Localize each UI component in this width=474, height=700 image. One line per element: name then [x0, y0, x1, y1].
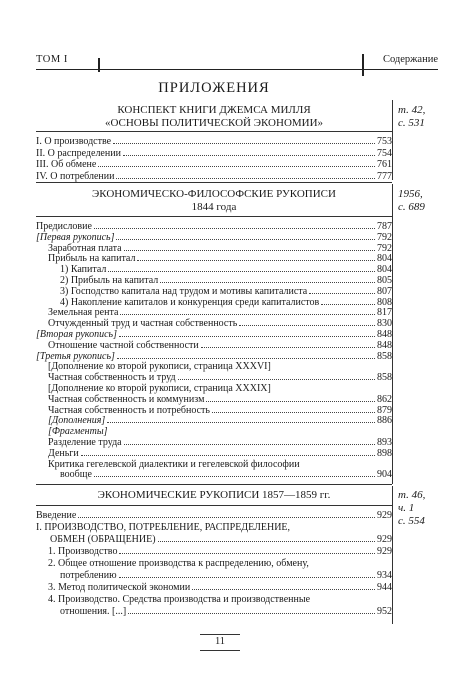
toc-entry-label: Критика гегелевской диалектики и гегелевской философии	[48, 458, 300, 470]
toc-entry-page: 753	[377, 136, 392, 147]
toc-entry-label: [Третья рукопись]	[36, 350, 115, 362]
dot-leader	[107, 422, 375, 423]
toc-entry-label: [Вторая рукопись]	[36, 329, 117, 340]
toc-entry-label: 1. Производство	[48, 546, 118, 557]
dot-leader	[124, 250, 375, 251]
toc-entry-page: 886	[377, 415, 392, 427]
toc-entry-page: 804	[377, 264, 392, 276]
toc-entry-label: 4) Накопление капиталов и конкуренция среди капиталистов	[60, 296, 320, 308]
toc-entry	[36, 159, 392, 171]
toc-entry-page: 848	[377, 329, 392, 340]
section-rule	[36, 484, 392, 485]
dot-leader	[192, 589, 375, 590]
toc-entry-page: 848	[377, 339, 392, 351]
page-number-rule	[200, 634, 240, 635]
dot-leader	[206, 401, 375, 402]
toc-entry-label: [Фрагменты]	[48, 426, 108, 438]
toc-entry-page: 944	[377, 582, 392, 593]
toc-entry-label: Предисловие	[36, 221, 92, 232]
dot-leader	[78, 517, 375, 518]
toc-entry-page: 761	[377, 159, 392, 170]
toc-entry	[36, 136, 392, 148]
toc-entry-page: 804	[377, 253, 392, 265]
toc-entry-page: 805	[377, 275, 392, 286]
toc-entry-label: Прибыль на капитал	[48, 253, 136, 265]
section-title-line: КОНСПЕКТ КНИГИ ДЖЕМСА МИЛЛЯ	[117, 104, 311, 116]
dot-leader	[117, 358, 375, 359]
toc-entry	[60, 570, 392, 582]
toc-entry-page: 862	[377, 393, 392, 405]
dot-leader	[98, 166, 375, 167]
toc-entry-page: 952	[377, 606, 392, 617]
toc-entry-page: 904	[377, 469, 392, 481]
section-title-grundrisse	[36, 489, 392, 502]
dot-leader	[120, 314, 375, 315]
header-section: Содержание	[382, 54, 438, 65]
toc-entry	[36, 148, 392, 160]
toc-entry-label: [Дополнение ко второй рукописи, страница XXXIX]	[48, 383, 271, 394]
toc-entry-label: 3) Господство капитала над трудом и мотивы капиталиста	[60, 285, 308, 297]
toc-entry-label: II. О распределении	[36, 147, 121, 159]
page-title: ПРИЛОЖЕНИЯ	[158, 80, 270, 96]
page-number: 11	[214, 636, 226, 647]
dot-leader	[119, 553, 375, 554]
toc-entry-label: Частная собственность и потребность	[48, 404, 210, 416]
section-title-line: 1844 года	[191, 201, 237, 213]
toc-entry-label: Частная собственность и коммунизм	[48, 393, 205, 405]
toc-entry-page: 787	[377, 221, 392, 232]
section-rule	[36, 216, 392, 217]
toc-entry-page: 858	[377, 372, 392, 384]
toc-entry-page: 817	[377, 307, 392, 319]
toc-entry-label: I. ПРОИЗВОДСТВО, ПОТРЕБЛЕНИЕ, РАСПРЕДЕЛЕНИЕ,	[36, 522, 291, 533]
dot-leader	[321, 304, 375, 305]
toc-entry-page: 893	[377, 437, 392, 448]
toc-entry-label: Введение	[36, 510, 77, 521]
dot-leader	[116, 239, 375, 240]
section-rule	[36, 131, 392, 132]
toc-entry-label: Земельная рента	[48, 307, 119, 319]
toc-entry-page: 807	[377, 285, 392, 297]
dot-leader	[201, 347, 375, 348]
section-rule	[36, 182, 392, 183]
side-ref-line: т. 46,	[398, 489, 426, 501]
side-reference-manuscripts	[398, 188, 425, 214]
toc-entry-page: 792	[377, 231, 392, 243]
toc-entry-label: Отчужденный труд и частная собственность	[48, 318, 238, 330]
toc-entry-label: 1) Капитал	[60, 264, 107, 276]
toc-entry	[60, 606, 392, 618]
column-divider	[392, 184, 393, 484]
toc-entry-label: Отношение частной собственности	[48, 339, 199, 351]
section-title-line: ЭКОНОМИЧЕСКИЕ РУКОПИСИ 1857—1859 гг.	[97, 489, 331, 501]
dot-leader	[116, 178, 375, 179]
toc-entry-page: 808	[377, 296, 392, 308]
section-rule	[36, 505, 392, 506]
dot-leader	[119, 577, 375, 578]
side-ref-line: 1956,	[398, 188, 423, 200]
dot-leader	[81, 455, 375, 456]
dot-leader	[158, 541, 375, 542]
toc-entry-label: ОБМЕН (ОБРАЩЕНИЕ)	[50, 534, 156, 545]
toc-entry-label: Частная собственность и труд	[48, 372, 176, 384]
page-number-rule	[200, 650, 240, 651]
toc-entry	[48, 582, 392, 594]
side-reference-grundrisse	[398, 489, 425, 528]
toc-entry-label: [Дополнение ко второй рукописи, страница XXXVI]	[48, 361, 271, 373]
toc-entry-label: вообще	[60, 469, 92, 481]
toc-entry	[48, 558, 392, 570]
dot-leader	[239, 325, 375, 326]
running-header	[36, 52, 438, 70]
toc-entry-page: 879	[377, 404, 392, 416]
header-volume: ТОМ I	[36, 54, 68, 65]
toc-entry-page: 929	[377, 510, 392, 521]
toc-entry-label: 2. Общее отношение производства к распределению, обмену,	[48, 558, 309, 569]
dot-leader	[178, 379, 375, 380]
toc-entry-label: III. Об обмене	[36, 159, 97, 170]
dot-leader	[94, 476, 375, 477]
toc-entry-label: Деньги	[48, 447, 79, 459]
toc-entry	[50, 534, 392, 546]
toc-entry-page: 858	[377, 350, 392, 362]
dot-leader	[309, 293, 375, 294]
toc-entry-page: 929	[377, 534, 392, 545]
toc-entry-page: 830	[377, 318, 392, 330]
side-ref-line: т. 42,	[398, 104, 426, 116]
section-title-line: ЭКОНОМИЧЕСКО-ФИЛОСОФСКИЕ РУКОПИСИ	[92, 188, 336, 200]
side-ref-line: ч. 1	[398, 502, 415, 514]
toc-entry-label: Заработная плата	[48, 242, 122, 254]
toc-entry	[36, 171, 392, 183]
dot-leader	[108, 271, 375, 272]
header-divider-left	[98, 58, 100, 72]
toc-entry	[60, 469, 392, 481]
side-reference-mill	[398, 104, 425, 130]
toc-entry-label: IV. О потреблении	[36, 170, 115, 182]
toc-entry-label: I. О производстве	[36, 136, 112, 147]
dot-leader	[160, 282, 375, 283]
section-title-mill	[36, 104, 392, 130]
dot-leader	[119, 336, 375, 337]
toc-entry-label: 3. Метод политической экономии	[48, 582, 191, 593]
toc-entry-label: потреблению	[60, 570, 117, 581]
toc-entry-page: 754	[377, 147, 392, 159]
toc-entry	[36, 522, 392, 534]
toc-entry	[36, 510, 392, 522]
toc-entry-page: 929	[377, 546, 392, 557]
toc-entry-page: 777	[377, 170, 392, 182]
side-ref-line: с. 554	[398, 515, 425, 527]
dot-leader	[128, 613, 375, 614]
toc-entry-label: [Дополнения]	[48, 415, 106, 427]
side-ref-line: с. 689	[398, 201, 425, 213]
dot-leader	[113, 143, 375, 144]
dot-leader	[94, 228, 375, 229]
dot-leader	[123, 155, 375, 156]
header-divider-right	[362, 54, 364, 76]
dot-leader	[137, 260, 375, 261]
toc-entry	[48, 594, 392, 606]
section-title-line: «ОСНОВЫ ПОЛИТИЧЕСКОЙ ЭКОНОМИИ»	[104, 117, 324, 129]
section-title-manuscripts	[36, 188, 392, 214]
toc-entry-label: [Первая рукопись]	[36, 231, 115, 243]
toc-entry-page: 934	[377, 570, 392, 581]
dot-leader	[212, 412, 375, 413]
toc-entry	[48, 546, 392, 558]
dot-leader	[124, 444, 375, 445]
toc-entry-label: 4. Производство. Средства производства и производственные	[48, 594, 311, 605]
side-ref-line: с. 531	[398, 117, 425, 129]
toc-entry-page: 898	[377, 447, 392, 459]
toc-entry-label: Разделение труда	[48, 437, 122, 448]
toc-entry-page: 792	[377, 242, 392, 254]
toc-entry-label: 2) Прибыль на капитал	[60, 275, 159, 286]
toc-entry-label: отношения. [...]	[60, 606, 127, 617]
